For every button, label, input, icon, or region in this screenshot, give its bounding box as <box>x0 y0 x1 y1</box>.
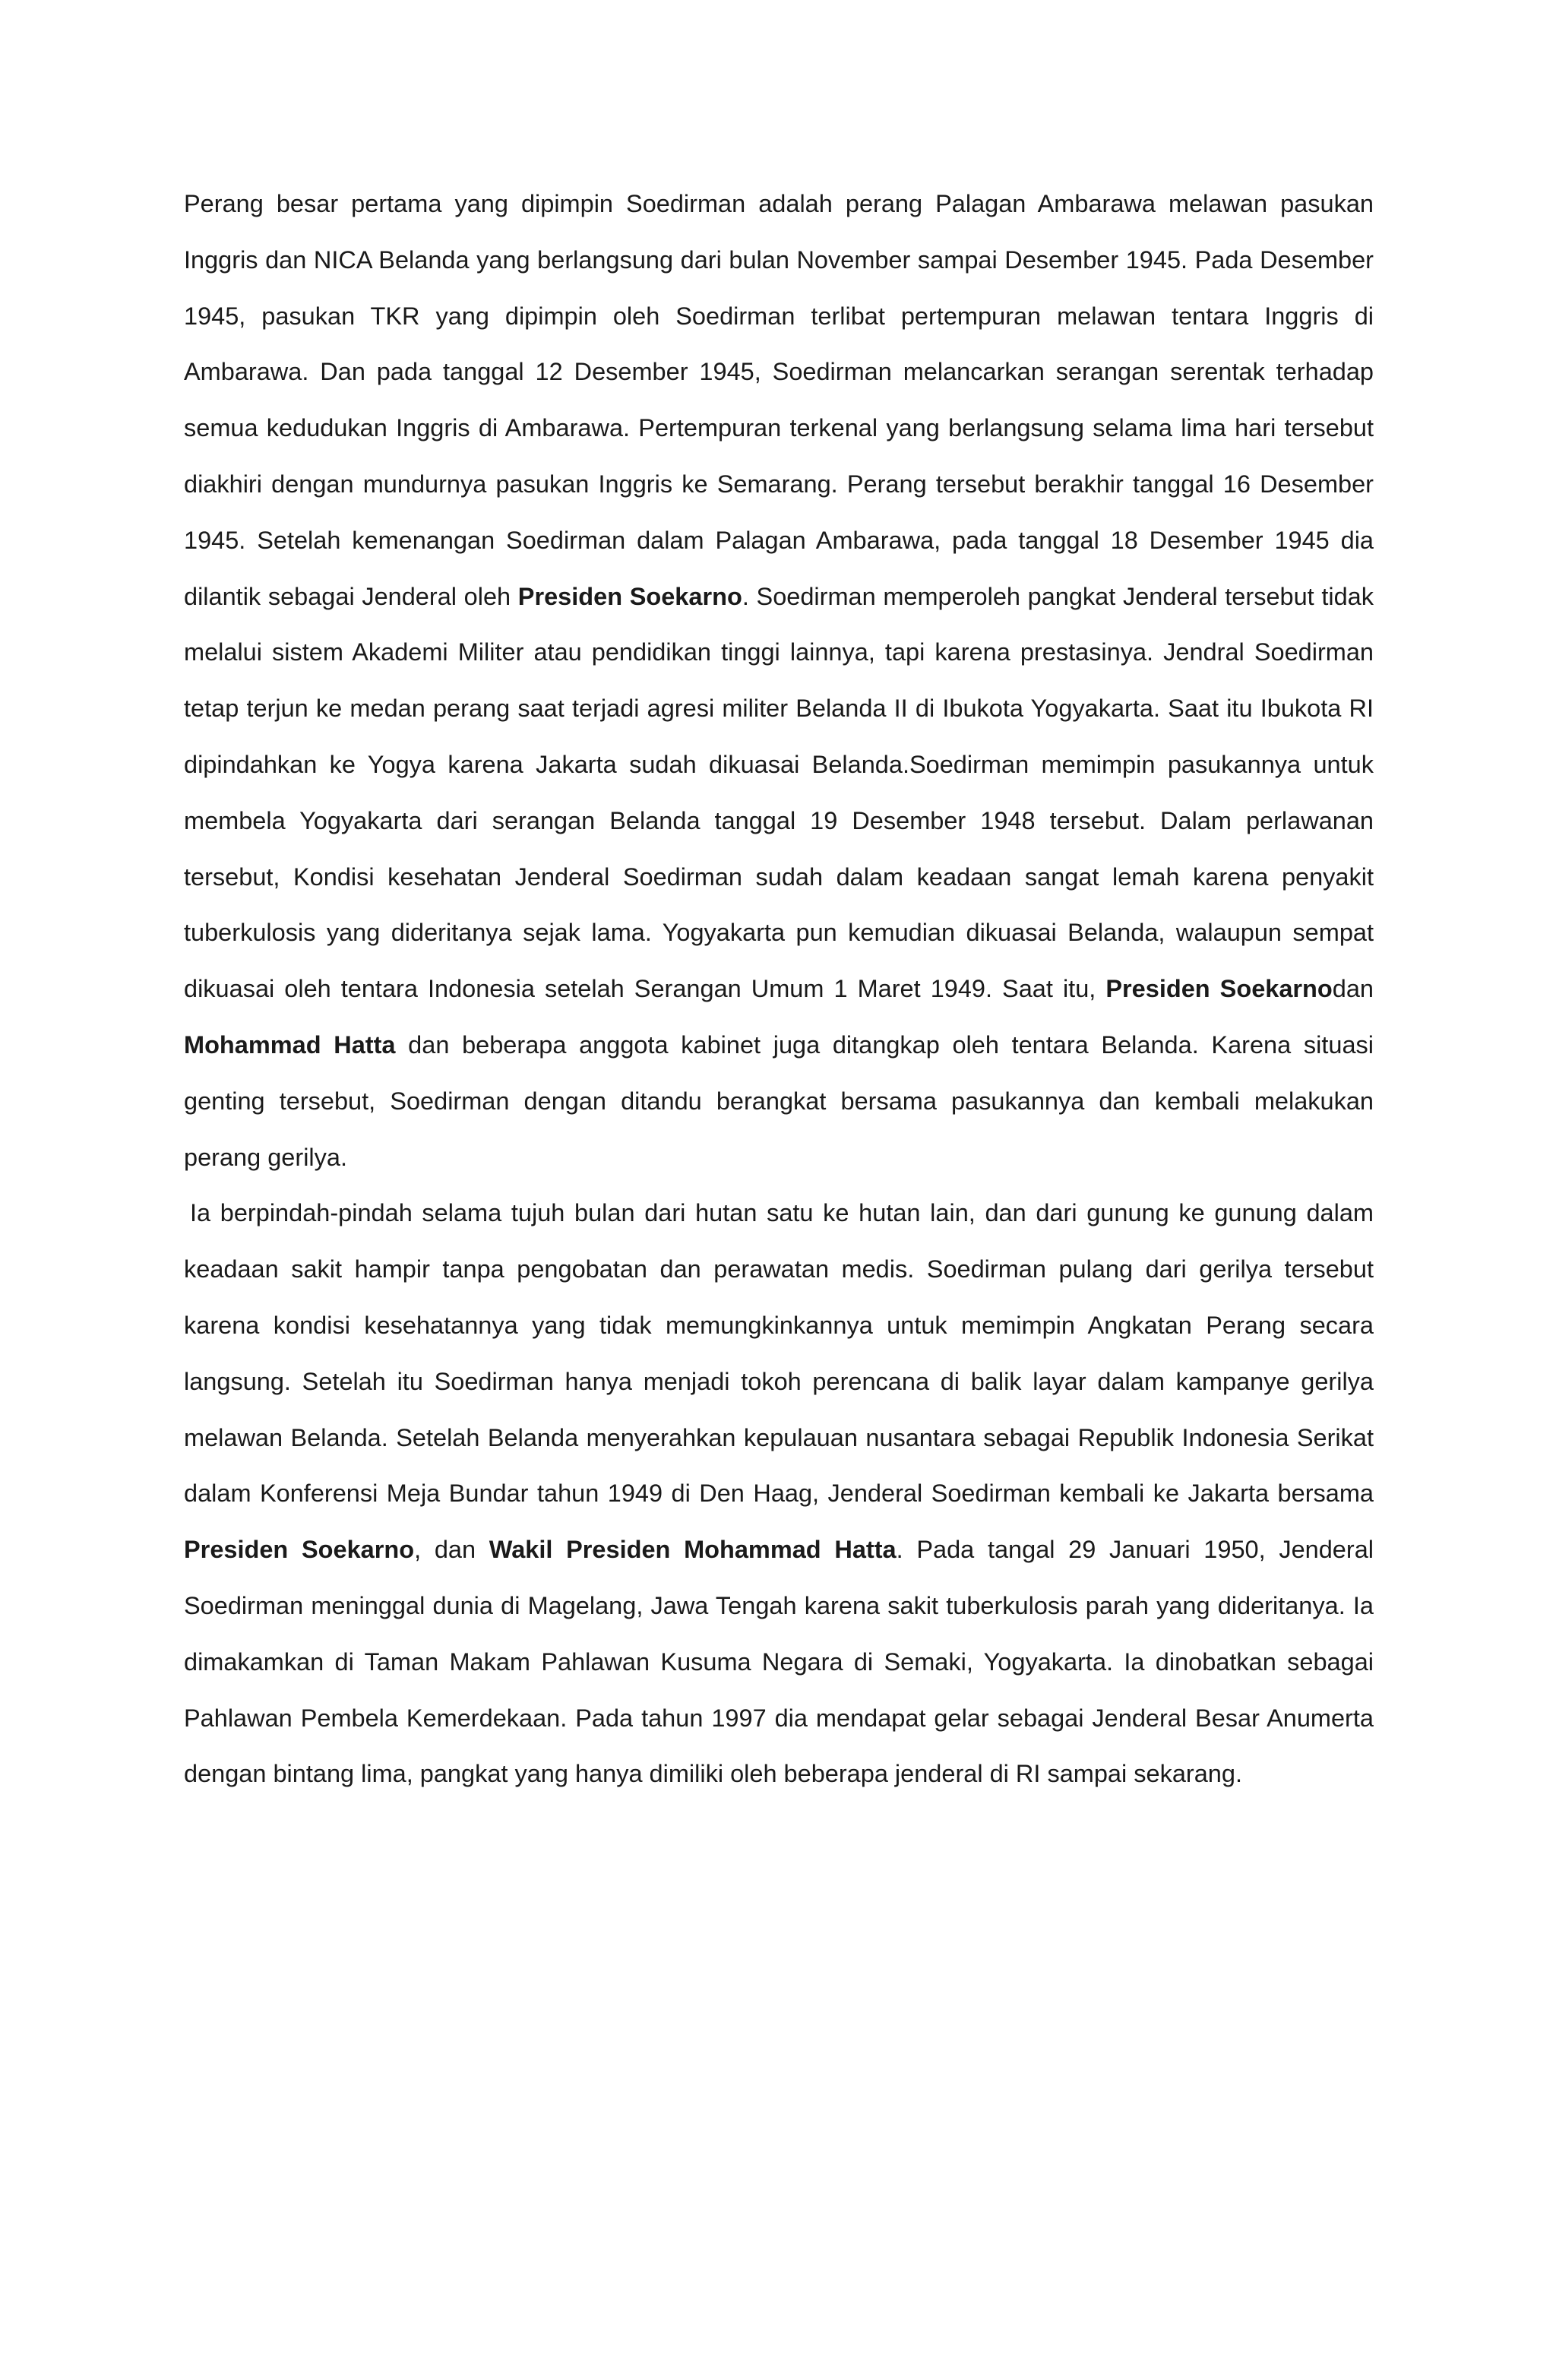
text-run: dan <box>1332 975 1374 1003</box>
text-run: Ia berpindah-pindah selama tujuh bulan dari hutan satu ke hutan lain, dan dari gunung ke gunung dalam keadaan sakit hampir tanpa pengobatan dan perawatan medis. Soedirman pulang dari gerilya tersebut karena kondisi kesehatannya yang tidak memungkinkannya untuk memimpin Angkatan Perang secara langsung. Setelah itu Soedirman hanya menjadi tokoh perencana di balik layar dalam kampanye gerilya melawan Belanda. Setelah Belanda menyerahkan kepulauan nusantara sebagai Republik Indonesia Serikat dalam Konferensi Meja Bundar tahun 1949 di Den Haag, Jenderal Soedirman kembali ke Jakarta bersama <box>184 1199 1374 1508</box>
bold-text-run: Mohammad Hatta <box>184 1030 396 1059</box>
bold-text-run: Presiden Soekarno <box>184 1536 415 1564</box>
text-run: dan beberapa anggota kabinet juga ditangkap oleh tentara Belanda. Karena situasi genting tersebut, Soedirman dengan ditandu berangkat bersama pasukannya dan kembali melakukan perang gerilya. <box>184 1030 1374 1171</box>
paragraph-1 <box>184 176 1374 1185</box>
text-run: . Soedirman memperoleh pangkat Jenderal tersebut tidak melalui sistem Akademi Militer atau pendidikan tinggi lainnya, tapi karena prestasinya. Jendral Soedirman tetap terjun ke medan perang saat terjadi agresi militer Belanda II di Ibukota Yogyakarta. Saat itu Ibukota RI dipindahkan ke Yogya karena Jakarta sudah dikuasai Belanda.Soedirman memimpin pasukannya untuk membela Yogyakarta dari serangan Belanda tanggal 19 Desember 1948 tersebut. Dalam perlawanan tersebut, Kondisi kesehatan Jenderal Soedirman sudah dalam keadaan sangat lemah karena penyakit tuberkulosis yang dideritanya sejak lama. Yogyakarta pun kemudian dikuasai Belanda, walaupun sempat dikuasai oleh tentara Indonesia setelah Serangan Umum 1 Maret 1949. Saat itu, <box>184 582 1374 1003</box>
paragraph-2 <box>184 1185 1374 1802</box>
text-run: Perang besar pertama yang dipimpin Soedirman adalah perang Palagan Ambarawa melawan pasukan Inggris dan NICA Belanda yang berlangsung dari bulan November sampai Desember 1945. Pada Desember 1945, pasukan TKR yang dipimpin oleh Soedirman terlibat pertempuran melawan tentara Inggris di Ambarawa. Dan pada tanggal 12 Desember 1945, Soedirman melancarkan serangan serentak terhadap semua kedudukan Inggris di Ambarawa. Pertempuran terkenal yang berlangsung selama lima hari tersebut diakhiri dengan mundurnya pasukan Inggris ke Semarang. Perang tersebut berakhir tanggal 16 Desember 1945. Setelah kemenangan Soedirman dalam Palagan Ambarawa, pada tanggal 18 Desember 1945 dia dilantik sebagai Jenderal oleh <box>184 190 1374 610</box>
bold-text-run: Presiden Soekarno <box>1105 975 1333 1003</box>
body-text <box>184 176 1374 1802</box>
text-run: . Pada tangal 29 Januari 1950, Jenderal Soedirman meninggal dunia di Magelang, Jawa Tengah karena sakit tuberkulosis parah yang dideritanya. Ia dimakamkan di Taman Makam Pahlawan Kusuma Negara di Semaki, Yogyakarta. Ia dinobatkan sebagai Pahlawan Pembela Kemerdekaan. Pada tahun 1997 dia mendapat gelar sebagai Jenderal Besar Anumerta dengan bintang lima, pangkat yang hanya dimiliki oleh beberapa jenderal di RI sampai sekarang. <box>184 1536 1374 1788</box>
bold-text-run: Presiden Soekarno <box>517 582 742 610</box>
text-run: , dan <box>414 1536 489 1564</box>
bold-text-run: Wakil Presiden Mohammad Hatta <box>489 1536 897 1564</box>
